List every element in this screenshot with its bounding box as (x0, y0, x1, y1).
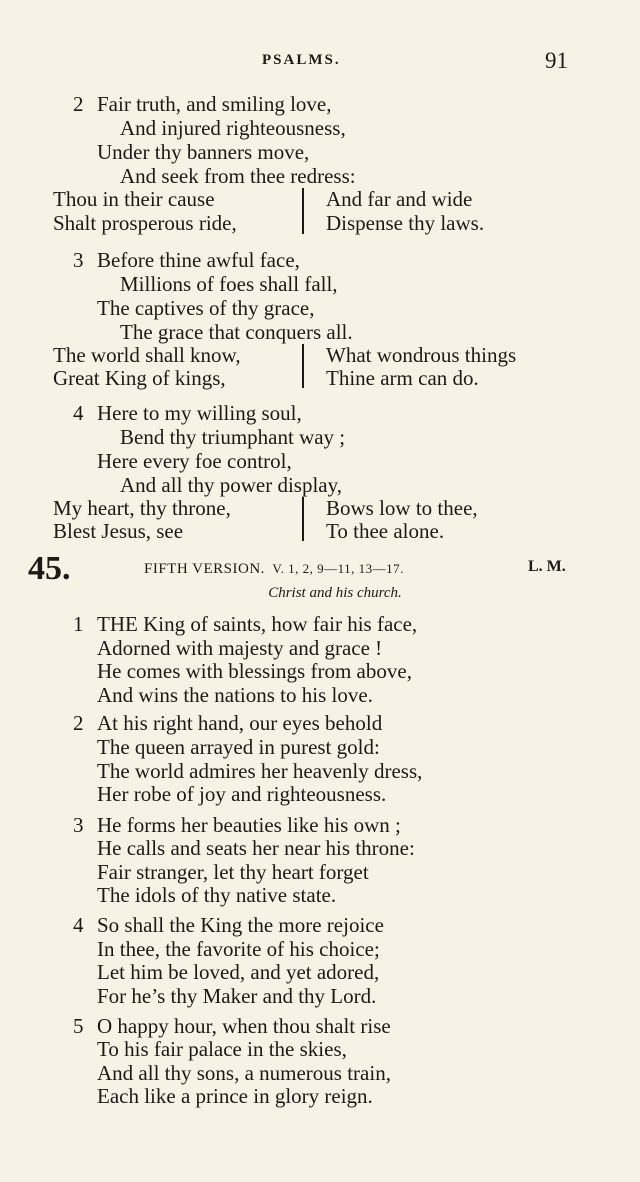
verse-line: Each like a prince in glory reign. (97, 1084, 373, 1108)
verse-line: So shall the King the more rejoice (97, 913, 384, 937)
verse-line: He comes with blessings from above, (97, 659, 412, 683)
verse-line-left: Thou in their cause (53, 187, 215, 211)
verse-line: He forms her beauties like his own ; (97, 813, 401, 837)
verse-line: Here every foe control, (97, 449, 292, 473)
verse-line: He calls and seats her near his throne: (97, 836, 415, 860)
verses-reference: V. 1, 2, 9—11, 13—17. (272, 561, 404, 576)
column-divider (302, 344, 304, 388)
stanza-number: 5 (73, 1014, 84, 1038)
version-heading (144, 561, 404, 578)
verse-line: THE King of saints, how fair his face, (97, 612, 418, 636)
verse-line: Adorned with majesty and grace ! (97, 636, 383, 660)
column-divider (302, 188, 304, 234)
verse-line: And wins the nations to his love. (97, 683, 373, 707)
verse-line: And seek from thee redress: (120, 164, 356, 188)
verse-line: And injured righteousness, (120, 116, 346, 140)
verse-line: For he’s thy Maker and thy Lord. (97, 984, 377, 1008)
verse-line: Fair truth, and smiling love, (97, 92, 332, 116)
verse-line-right: What wondrous things (326, 343, 517, 367)
verse-line: In thee, the favorite of his choice; (97, 937, 380, 961)
verse-line: Fair stranger, let thy heart forget (97, 860, 369, 884)
verse-line-right: To thee alone. (326, 519, 445, 543)
verse-line-right: Thine arm can do. (326, 366, 479, 390)
verse-line-left: The world shall know, (53, 343, 241, 367)
verse-line: Here to my willing soul, (97, 401, 302, 425)
verse-line-right: Bows low to thee, (326, 496, 478, 520)
stanza-number: 4 (73, 401, 84, 425)
verse-line: At his right hand, our eyes behold (97, 711, 383, 735)
stanza-number: 3 (73, 248, 84, 272)
verse-line: Millions of foes shall fall, (120, 272, 338, 296)
verse-line-right: And far and wide (326, 187, 473, 211)
stanza-number: 2 (73, 92, 84, 116)
verse-line-left: My heart, thy throne, (53, 496, 231, 520)
meter-label: L. M. (528, 558, 566, 575)
verse-line: The captives of thy grace, (97, 296, 315, 320)
verse-line: The queen arrayed in purest gold: (97, 735, 380, 759)
verse-line: Before thine awful face, (97, 248, 300, 272)
page-header (0, 48, 640, 78)
verse-line-left: Shalt prosperous ride, (53, 211, 237, 235)
stanza-number: 3 (73, 813, 84, 837)
verse-line: And all thy sons, a numerous train, (97, 1061, 391, 1085)
running-title: PSALMS. (262, 52, 341, 68)
verse-line-left: Great King of kings, (53, 366, 226, 390)
verse-line: Bend thy triumphant way ; (120, 425, 346, 449)
verse-line: Her robe of joy and righteousness. (97, 782, 387, 806)
verse-line-left: Blest Jesus, see (53, 519, 184, 543)
page-number: 91 (545, 48, 568, 73)
verse-line: And all thy power display, (120, 473, 343, 497)
verse-line-right: Dispense thy laws. (326, 211, 485, 235)
verse-line: To his fair palace in the skies, (97, 1037, 347, 1061)
verse-line: Under thy banners move, (97, 140, 310, 164)
hymn-subtitle: Christ and his church. (268, 585, 402, 601)
verse-line: Let him be loved, and yet adored, (97, 960, 380, 984)
verse-line: The idols of thy native state. (97, 883, 337, 907)
verse-line: The grace that conquers all. (120, 320, 353, 344)
psalm-number: 45. (28, 550, 71, 587)
stanza-number: 4 (73, 913, 84, 937)
verse-line: The world admires her heavenly dress, (97, 759, 423, 783)
version-title: FIFTH VERSION. (144, 561, 265, 577)
verse-line: O happy hour, when thou shalt rise (97, 1014, 391, 1038)
column-divider (302, 497, 304, 541)
stanza-number: 2 (73, 711, 84, 735)
stanza-number: 1 (73, 612, 84, 636)
